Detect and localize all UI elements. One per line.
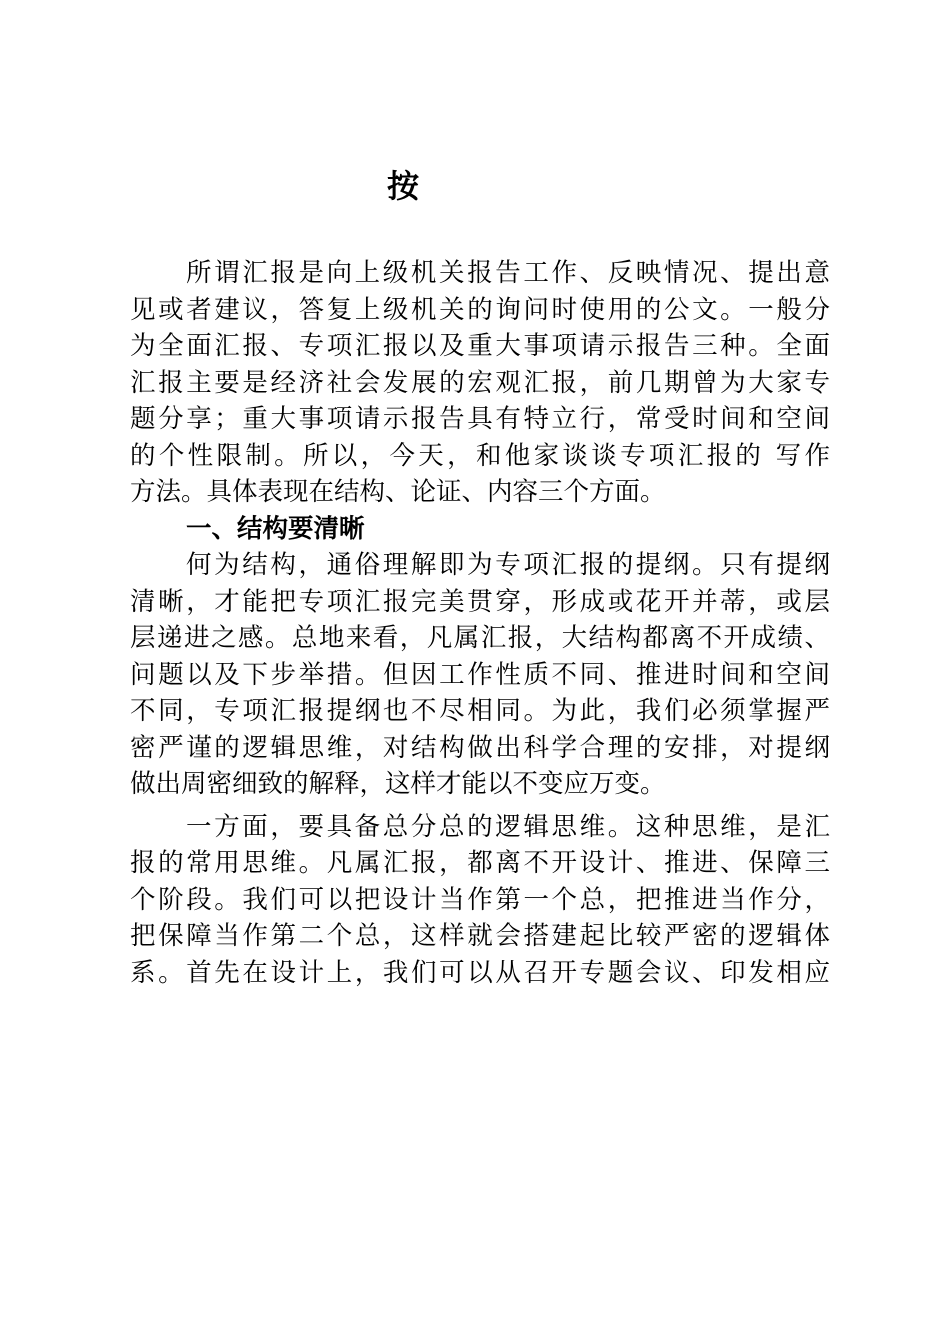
text-line: 系。首先在设计上，我们可以从召开专题会议、印发相应 — [130, 957, 830, 988]
text-line: 清晰，才能把专项汇报完美贯穿，形成或花开并蒂，或层 — [130, 586, 830, 617]
text-line: 为全面汇报、专项汇报以及重大事项请示报告三种。全面 — [130, 331, 830, 361]
text-line: 密严谨的逻辑思维，对结构做出科学合理的安排，对提纲 — [130, 732, 830, 763]
section-heading: 一、结构要清晰 — [186, 513, 365, 544]
document-title: 按 — [386, 167, 419, 205]
section1-paragraph — [130, 547, 830, 803]
text-line: 的个性限制。所以，今天，和他家谈谈专项汇报的 写作 — [130, 440, 830, 471]
text-line: 方法。具体表现在结构、论证、内容三个方面。 — [130, 477, 666, 507]
text-line: 见或者建议，答复上级机关的询问时使用的公文。一般分 — [130, 294, 830, 325]
document-body — [130, 255, 830, 991]
text-line: 层递进之感。总地来看，凡属汇报，大结构都离不开成绩、 — [130, 623, 830, 653]
text-line: 题分享；重大事项请示报告具有特立行，常受时间和空间 — [130, 404, 830, 434]
text-line: 一方面，要具备总分总的逻辑思维。这种思维，是汇 — [186, 811, 830, 842]
text-line: 个阶段。我们可以把设计当作第一个总，把推进当作分， — [130, 884, 830, 915]
text-line: 汇报主要是经济社会发展的宏观汇报，前几期曾为大家专 — [130, 367, 830, 398]
intro-paragraph — [130, 255, 830, 511]
text-line: 所谓汇报是向上级机关报告工作、反映情况、提出意 — [186, 258, 830, 288]
text-line: 不同，专项汇报提纲也不尽相同。为此，我们必须掌握严 — [130, 696, 830, 726]
section2-paragraph — [130, 809, 830, 992]
text-line: 做出周密细致的解释，这样才能以不变应万变。 — [130, 769, 666, 799]
text-line: 报的常用思维。凡属汇报，都离不开设计、推进、保障三 — [130, 848, 830, 878]
text-line: 何为结构，通俗理解即为专项汇报的提纲。只有提纲 — [186, 550, 830, 580]
text-line: 把保障当作第二个总，这样就会搭建起比较严密的逻辑体 — [130, 921, 830, 951]
text-line: 问题以及下步举措。但因工作性质不同、推进时间和空间 — [130, 659, 830, 690]
